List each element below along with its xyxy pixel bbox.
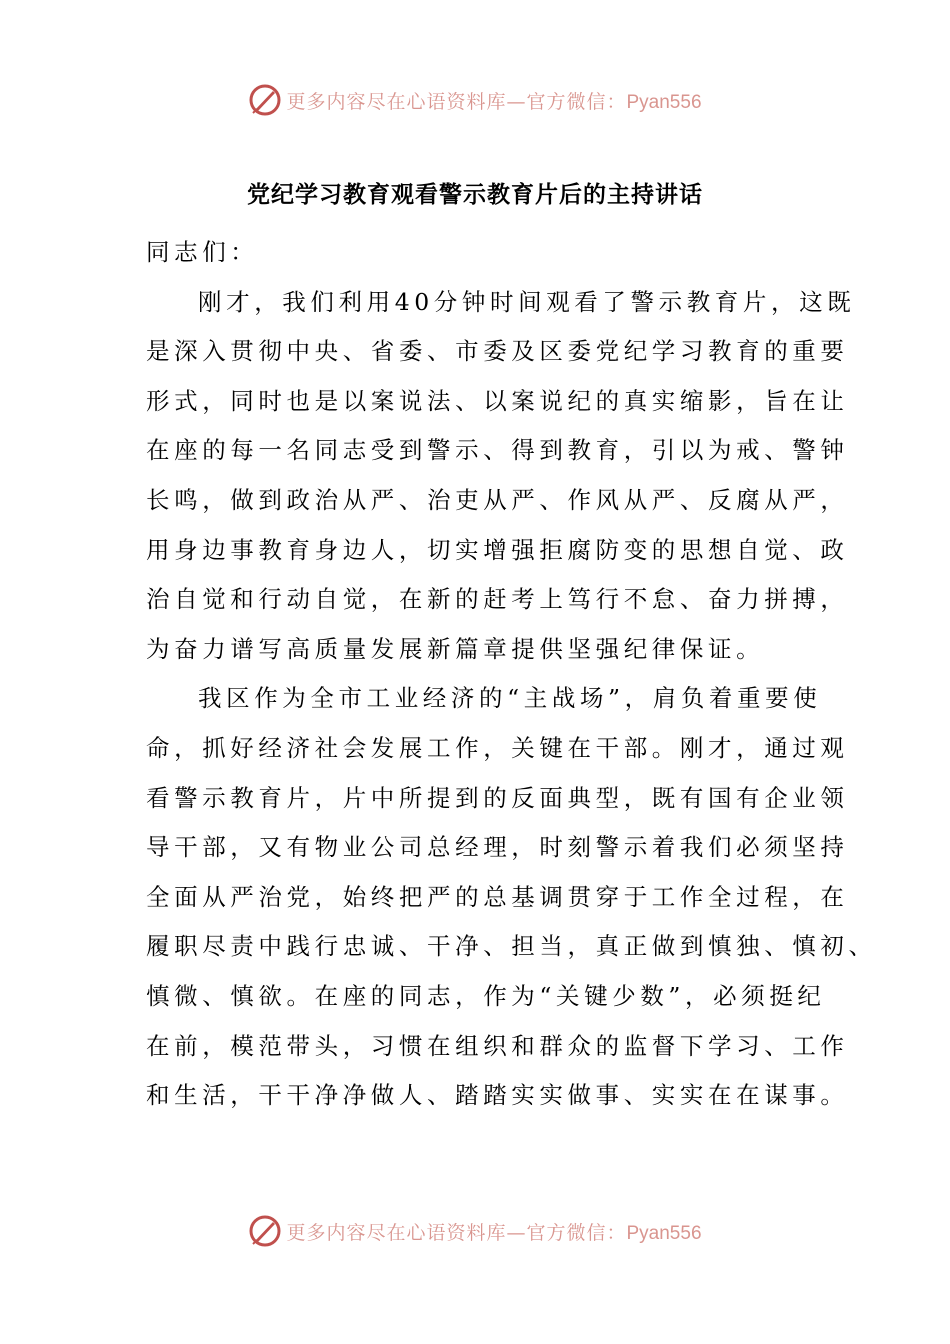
- paragraph-line: 治自觉和行动自觉，在新的赶考上笃行不怠、奋力拼搏，: [146, 585, 849, 614]
- paragraph-line: 我区作为全市工业经济的“主战场”，肩负着重要使: [198, 684, 822, 713]
- quill-logo-icon: [248, 1214, 282, 1248]
- watermark-site-text: 更多内容尽在心语资料库: [286, 90, 507, 113]
- watermark-banner-bottom: [0, 1211, 950, 1251]
- quill-logo-icon: [248, 83, 282, 117]
- paragraph-line: 和生活，干干净净做人、踏踏实实做事、实实在在谋事。: [146, 1081, 849, 1110]
- paragraph-line: 是深入贯彻中央、省委、市委及区委党纪学习教育的重要: [146, 337, 849, 366]
- salutation-text: 同志们：: [146, 238, 259, 266]
- paragraph-line: 导干部，又有物业公司总经理，时刻警示着我们必须坚持: [146, 833, 849, 862]
- paragraph-line: 长鸣，做到政治从严、治吏从严、作风从严、反腐从严，: [146, 485, 849, 514]
- paragraph-line: 形式，同时也是以案说法、以案说纪的真实缩影，旨在让: [146, 386, 849, 415]
- watermark-contact-label: 官方微信：: [526, 90, 627, 113]
- paragraph-line: 命，抓好经济社会发展工作，关键在干部。刚才，通过观: [146, 733, 849, 762]
- watermark-contact-label: 官方微信：: [526, 1221, 627, 1244]
- paragraph-line: 刚才，我们利用40分钟时间观看了警示教育片，这既: [198, 287, 856, 316]
- paragraph-line: 为奋力谱写高质量发展新篇章提供坚强纪律保证。: [146, 634, 765, 663]
- paragraph-line: 慎微、慎欲。在座的同志，作为“关键少数”，必须挺纪: [146, 981, 826, 1010]
- watermark-separator: —: [506, 90, 527, 113]
- paragraph-line: 履职尽责中践行忠诚、干净、担当，真正做到慎独、慎初、: [146, 932, 877, 961]
- watermark-separator: —: [506, 1221, 527, 1244]
- paragraph-1: [146, 278, 856, 675]
- paragraph-line: 在座的每一名同志受到警示、得到教育，引以为戒、警钟: [146, 436, 849, 465]
- watermark-banner-top: [0, 80, 950, 120]
- watermark-text: [286, 87, 701, 114]
- paragraph-line: 全面从严治党，始终把严的总基调贯穿于工作全过程，在: [146, 882, 849, 911]
- paragraph-line: 看警示教育片，片中所提到的反面典型，既有国有企业领: [146, 783, 849, 812]
- document-body: [146, 228, 877, 1121]
- document-title: 党纪学习教育观看警示教育片后的主持讲话: [247, 181, 703, 208]
- watermark-text: [286, 1218, 701, 1245]
- watermark-wechat-id: Pyan556: [626, 1222, 702, 1244]
- paragraph-line: 用身边事教育身边人，切实增强拒腐防变的思想自觉、政: [146, 535, 849, 564]
- watermark-site-text: 更多内容尽在心语资料库: [286, 1221, 507, 1244]
- salutation: [146, 228, 806, 278]
- paragraph-line: 在前，模范带头，习惯在组织和群众的监督下学习、工作: [146, 1031, 849, 1060]
- watermark-wechat-id: Pyan556: [626, 91, 702, 113]
- paragraph-2: [146, 674, 877, 1120]
